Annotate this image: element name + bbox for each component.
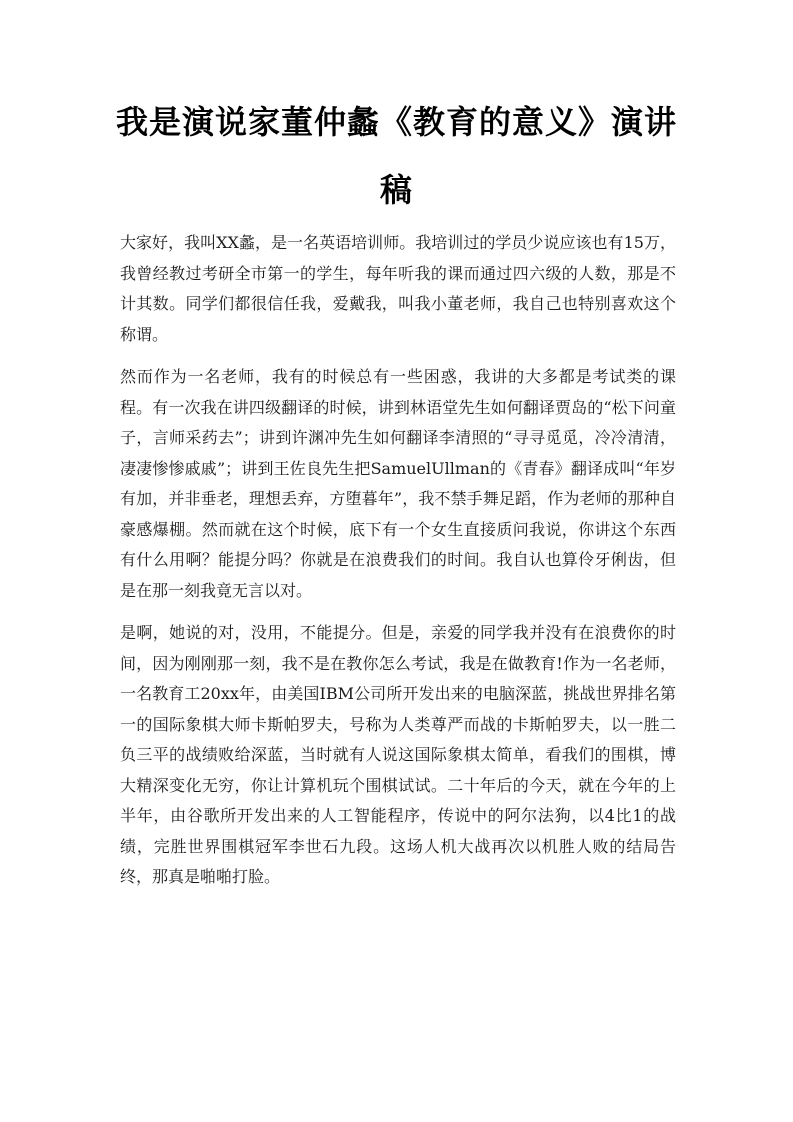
paragraph-1: 大家好，我叫XX蠡，是一名英语培训师。我培训过的学员少说应该也有15万，我曾经教过考研全市第一的学生，每年听我的课而通过四六级的人数，那是不计其数。同学们都很信任我，爱戴我，叫我小董老师，我自己也特别喜欢这个称谓。 <box>120 233 676 344</box>
paragraph-2: 然而作为一名老师，我有的时候总有一些困惑，我讲的大多都是考试类的课程。有一次我在讲四级翻译的时候，讲到林语堂先生如何翻译贾岛的“松下问童子，言师采药去”；讲到许渊冲先生如何翻译李清照的“寻寻觅觅，冷冷清清，凄凄惨惨戚戚”；讲到王佐良先生把SamuelUllman的《青春》翻译成叫“年岁有加，并非垂老，理想丢弃，方堕暮年”，我不禁手舞足蹈，作为老师的那种自豪感爆棚。然而就在这个时候，底下有一个女生直接质问我说，你讲这个东西有什么用啊？能提分吗？你就是在浪费我们的时间。我自认也算伶牙俐齿，但是在那一刻我竟无言以对。 <box>120 367 676 600</box>
paragraph-3: 是啊，她说的对，没用，不能提分。但是，亲爱的同学我并没有在浪费你的时间，因为刚刚那一刻，我不是在教你怎么考试，我是在做教育!作为一名老师，一名教育工20xx年，由美国IBM公司所开发出来的电脑深蓝，挑战世界排名第一的国际象棋大师卡斯帕罗夫，号称为人类尊严而战的卡斯帕罗夫，以一胜二负三平的战绩败给深蓝，当时就有人说这国际象棋太简单，看我们的围棋，博大精深变化无穷，你让计算机玩个围棋试试。二十年后的今天，就在今年的上半年，由谷歌所开发出来的人工智能程序，传说中的阿尔法狗，以4比1的战绩，完胜世界围棋冠军李世石九段。这场人机大战再次以机胜人败的结局告终，那真是啪啪打脸。 <box>120 623 676 886</box>
document-body <box>120 228 676 905</box>
document-title: 我是演说家董仲蠡《教育的意义》演讲稿 <box>115 103 677 209</box>
